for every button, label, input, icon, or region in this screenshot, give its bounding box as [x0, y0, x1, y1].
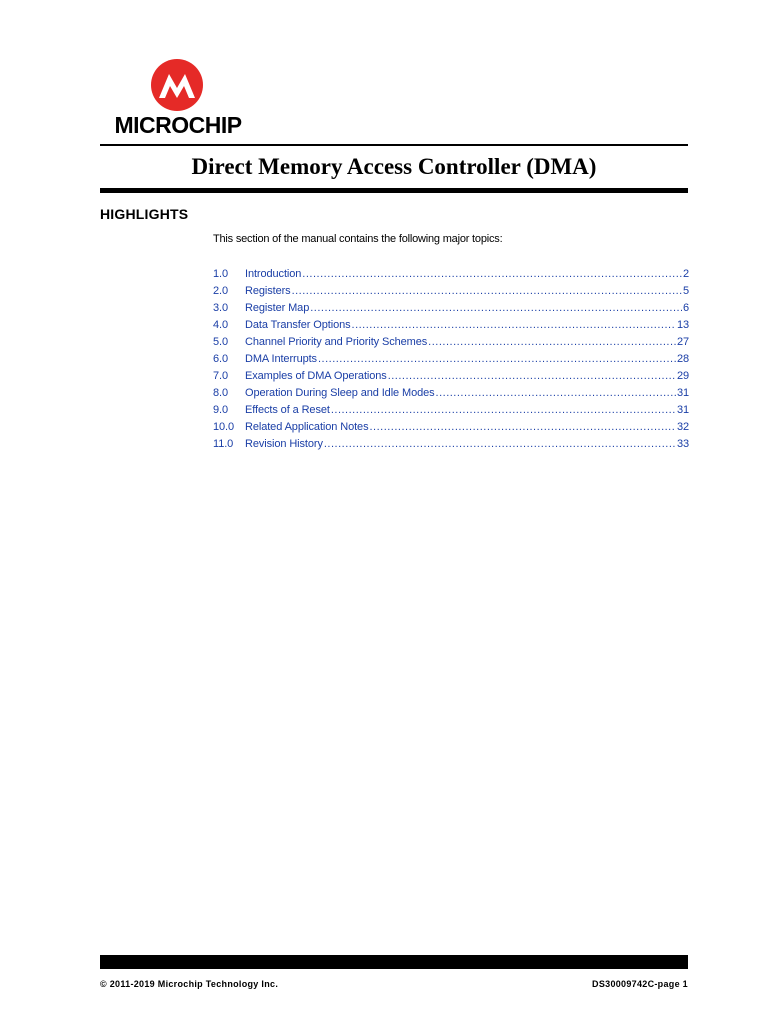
toc-entry-number: 8.0	[213, 387, 228, 399]
title-rule-top	[100, 144, 688, 146]
toc-dot-leader	[318, 353, 676, 365]
toc-entry-number: 2.0	[213, 285, 228, 297]
footer-page-id: DS30009742C-page 1	[592, 979, 688, 989]
toc-entry[interactable]	[213, 353, 689, 370]
toc-entry-page[interactable]: 13	[676, 319, 689, 331]
toc-dot-leader	[436, 387, 676, 399]
toc-entry-page[interactable]: 6	[682, 302, 689, 314]
microchip-logo-icon	[150, 58, 204, 112]
highlights-intro: This section of the manual contains the following major topics:	[213, 233, 503, 245]
toc-entry-page[interactable]: 27	[676, 336, 689, 348]
toc-entry-number: 6.0	[213, 353, 228, 365]
toc-entry-number: 11.0	[213, 438, 234, 450]
toc-entry[interactable]	[213, 438, 689, 455]
toc-entry-number: 9.0	[213, 404, 228, 416]
toc-entry-page[interactable]: 31	[676, 404, 689, 416]
toc-entry-page[interactable]: 28	[676, 353, 689, 365]
toc-entry-title[interactable]: Register Map	[245, 302, 310, 314]
toc-entry-title[interactable]: DMA Interrupts	[245, 353, 317, 365]
toc-entry-number: 5.0	[213, 336, 228, 348]
toc-entry[interactable]	[213, 421, 689, 438]
title-rule-bottom	[100, 188, 688, 193]
toc-dot-leader	[310, 302, 682, 314]
toc-entry-page[interactable]: 5	[682, 285, 689, 297]
toc-entry-page[interactable]: 2	[682, 268, 689, 280]
toc-entry[interactable]	[213, 370, 689, 387]
toc-entry-title[interactable]: Introduction	[245, 268, 302, 280]
toc-entry-page[interactable]: 33	[676, 438, 689, 450]
toc-entry[interactable]	[213, 302, 689, 319]
toc-dot-leader	[331, 404, 676, 416]
toc-dot-leader	[352, 319, 676, 331]
toc-entry-title[interactable]: Related Application Notes	[245, 421, 369, 433]
toc-entry-number: 1.0	[213, 268, 228, 280]
toc-entry-title[interactable]: Channel Priority and Priority Schemes	[245, 336, 428, 348]
toc-dot-leader	[388, 370, 676, 382]
page-title: Direct Memory Access Controller (DMA)	[191, 154, 597, 179]
toc-dot-leader	[302, 268, 682, 280]
toc-entry-page[interactable]: 29	[676, 370, 689, 382]
toc-dot-leader	[428, 336, 676, 348]
toc-dot-leader	[324, 438, 676, 450]
toc-entry-number: 4.0	[213, 319, 228, 331]
toc-entry[interactable]	[213, 319, 689, 336]
toc-entry-number: 10.0	[213, 421, 235, 433]
toc-entry-title[interactable]: Data Transfer Options	[245, 319, 351, 331]
toc-entry-title[interactable]: Registers	[245, 285, 291, 297]
microchip-logo	[108, 58, 248, 138]
toc-entry[interactable]	[213, 268, 689, 285]
table-of-contents	[213, 268, 689, 455]
toc-entry-title[interactable]: Operation During Sleep and Idle Modes	[245, 387, 435, 399]
toc-dot-leader	[292, 285, 682, 297]
toc-entry-title[interactable]: Effects of a Reset	[245, 404, 330, 416]
toc-entry[interactable]	[213, 336, 689, 353]
toc-entry[interactable]	[213, 404, 689, 421]
footer-copyright: © 2011-2019 Microchip Technology Inc.	[100, 979, 279, 989]
logo-wordmark: MICROCHIP	[114, 112, 242, 138]
toc-dot-leader	[369, 421, 675, 433]
toc-entry-title[interactable]: Examples of DMA Operations	[245, 370, 387, 382]
toc-entry[interactable]	[213, 285, 689, 302]
toc-entry-title[interactable]: Revision History	[245, 438, 323, 450]
highlights-heading: HIGHLIGHTS	[100, 206, 189, 222]
toc-entry[interactable]	[213, 387, 689, 404]
toc-entry-page[interactable]: 32	[676, 421, 689, 433]
toc-entry-number: 3.0	[213, 302, 228, 314]
toc-entry-number: 7.0	[213, 370, 228, 382]
toc-entry-page[interactable]: 31	[676, 387, 689, 399]
footer-bar	[100, 955, 688, 969]
